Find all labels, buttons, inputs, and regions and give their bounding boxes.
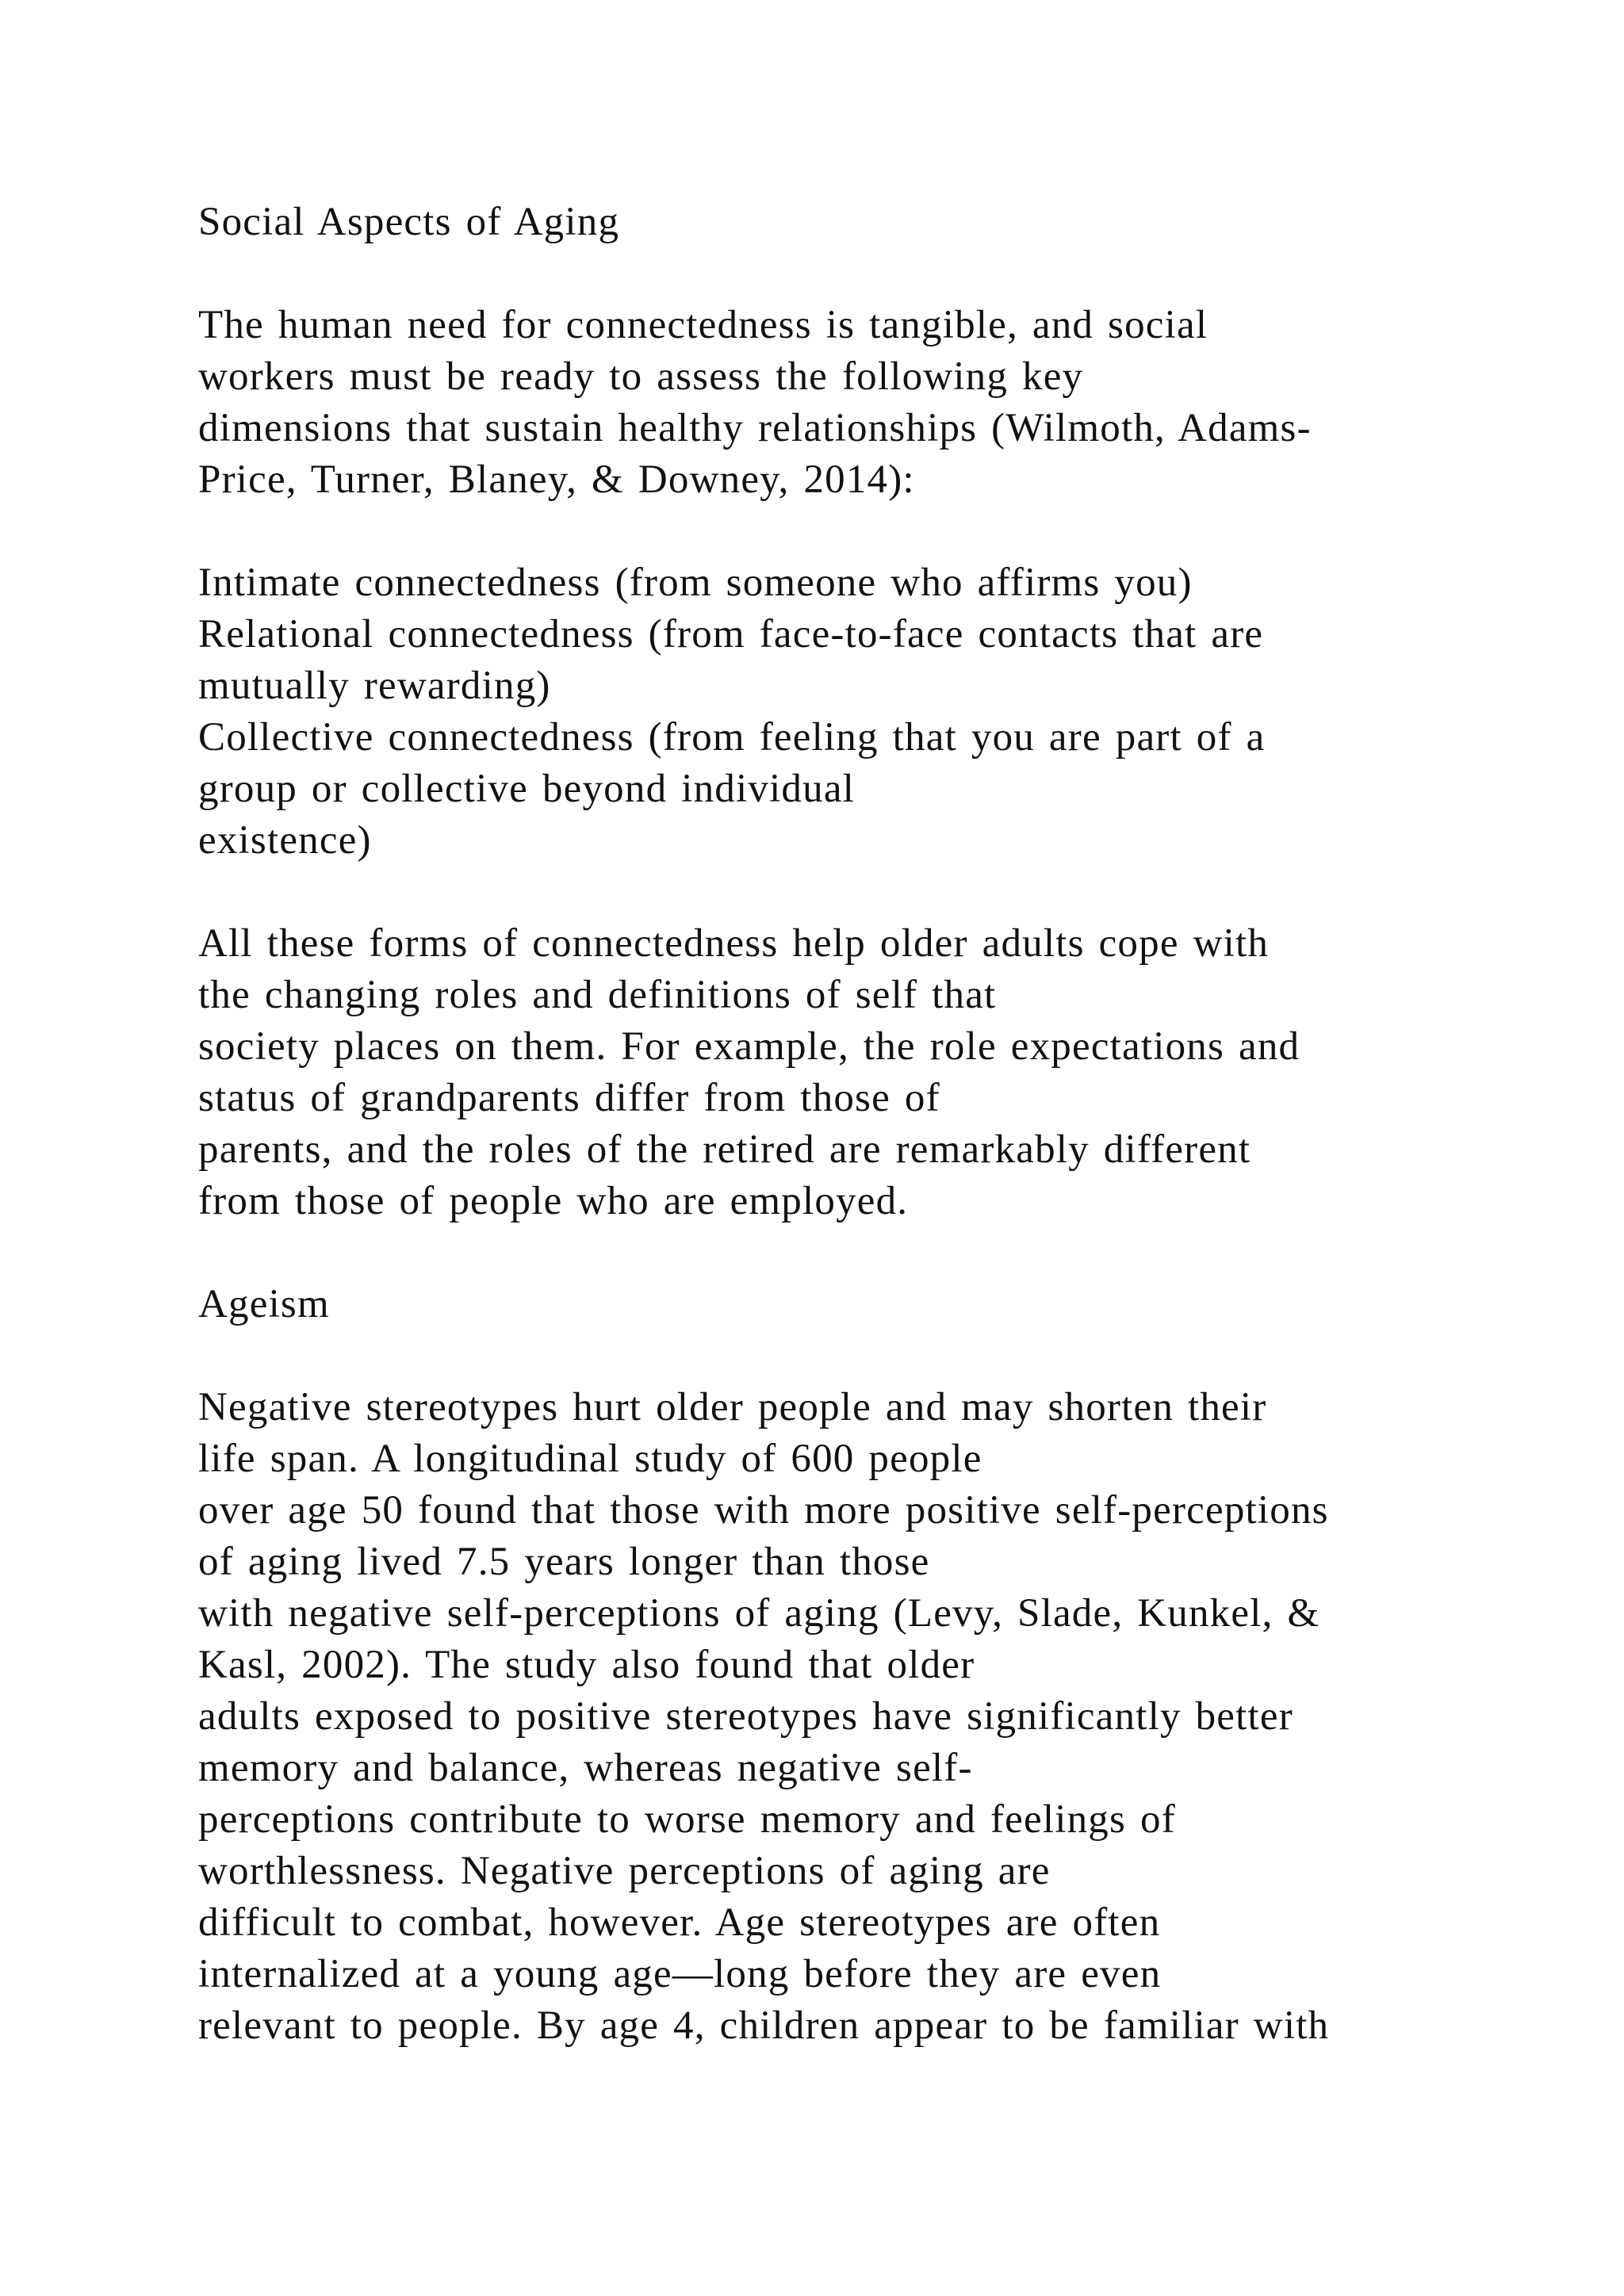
text-line: difficult to combat, however. Age stereotypes are often [198,1900,1161,1945]
text-line: status of grandparents differ from those of [198,1076,940,1120]
document-title: Social Aspects of Aging [198,200,620,244]
paragraph-gap [198,506,1562,557]
text-line: from those of people who are employed. [198,1179,909,1223]
list-item: mutually rewarding) [198,664,551,708]
paragraph-gap [198,867,1562,918]
text-line: over age 50 found that those with more positive self-perceptions [198,1488,1329,1533]
text-line: All these forms of connectedness help older adults cope with [198,921,1270,966]
text-line: Kasl, 2002). The study also found that older [198,1643,975,1687]
text-line: of aging lived 7.5 years longer than those [198,1540,930,1584]
text-line: adults exposed to positive stereotypes have significantly better [198,1694,1293,1739]
section-heading: Ageism [198,1282,330,1326]
text-line: life span. A longitudinal study of 600 people [198,1437,982,1481]
text-line: perceptions contribute to worse memory and feelings of [198,1797,1176,1842]
paragraph-gap [198,1330,1562,1382]
text-line: memory and balance, whereas negative self- [198,1746,973,1790]
list-item: existence) [198,818,372,863]
connectedness-list [198,557,1562,867]
text-line: society places on them. For example, the role expectations and [198,1024,1300,1069]
paragraph-gap [198,248,1562,300]
list-item: Intimate connectedness (from someone who affirms you) [198,561,1193,605]
list-item: group or collective beyond individual [198,767,856,811]
list-item: Relational connectedness (from face-to-face contacts that are [198,612,1264,656]
document-body [198,197,1562,2052]
ageism-paragraph [198,1382,1562,2052]
text-line: parents, and the roles of the retired are remarkably different [198,1127,1251,1172]
roles-paragraph [198,918,1562,1227]
text-line: with negative self-perceptions of aging (Levy, Slade, Kunkel, & [198,1591,1320,1636]
text-line: workers must be ready to assess the following key [198,354,1084,399]
text-line: worthlessness. Negative perceptions of aging are [198,1849,1051,1893]
text-line: Negative stereotypes hurt older people and may shorten their [198,1385,1267,1429]
text-line: The human need for connectedness is tangible, and social [198,303,1208,347]
text-line: Price, Turner, Blaney, & Downey, 2014): [198,457,915,502]
text-line: the changing roles and definitions of self that [198,973,997,1017]
text-line: internalized at a young age—long before they are even [198,1952,1162,1996]
text-line: relevant to people. By age 4, children appear to be familiar with [198,2003,1330,2048]
intro-paragraph [198,300,1562,506]
paragraph-gap [198,1227,1562,1279]
text-line: dimensions that sustain healthy relationships (Wilmoth, Adams- [198,406,1312,450]
list-item: Collective connectedness (from feeling that you are part of a [198,715,1266,760]
